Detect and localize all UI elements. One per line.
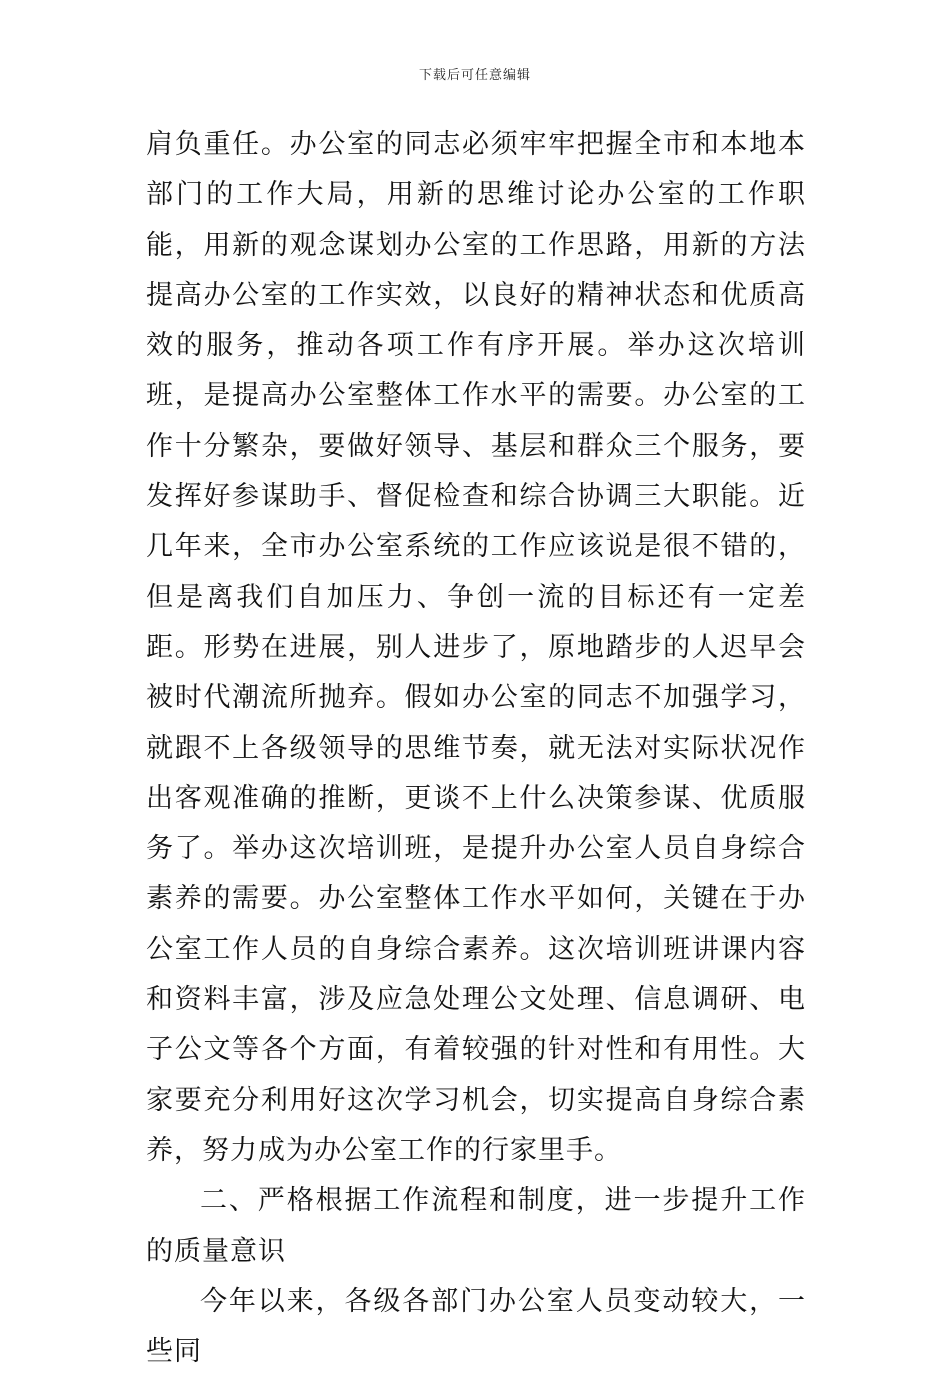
section-heading: 二、严格根据工作流程和制度，进一步提升工作的质量意识 [146, 1185, 806, 1267]
document-body [146, 120, 806, 1377]
page-header: 下载后可任意编辑 [418, 68, 531, 83]
body-paragraph: 今年以来，各级各部门办公室人员变动较大，一些同 [146, 1285, 806, 1368]
body-paragraph: 肩负重任。办公室的同志必须牢牢把握全市和本地本部门的工作大局，用新的思维讨论办公室的工作职能，用新的观念谋划办公室的工作思路，用新的方法提高办公室的工作实效，以良好的精神状态和优质高效的服务，推动各项工作有序开展。举办这次培训班，是提高办公室整体工作水平的需要。办公室的工作十分繁杂，要做好领导、基层和群众三个服务，要发挥好参谋助手、督促检查和综合协调三大职能。近几年来，全市办公室系统的工作应该说是很不错的，但是离我们自加压力、争创一流的目标还有一定差距。形势在进展，别人进步了，原地踏步的人迟早会被时代潮流所抛弃。假如办公室的同志不加强学习，就跟不上各级领导的思维节奏，就无法对实际状况作出客观准确的推断，更谈不上什么决策参谋、优质服务了。举办这次培训班，是提升办公室人员自身综合素养的需要。办公室整体工作水平如何，关键在于办公室工作人员的自身综合素养。这次培训班讲课内容和资料丰富，涉及应急处理公文处理、信息调研、电子公文等各个方面，有着较强的针对性和有用性。大家要充分利用好这次学习机会，切实提高自身综合素养，努力成为办公室工作的行家里手。 [146, 129, 806, 1166]
